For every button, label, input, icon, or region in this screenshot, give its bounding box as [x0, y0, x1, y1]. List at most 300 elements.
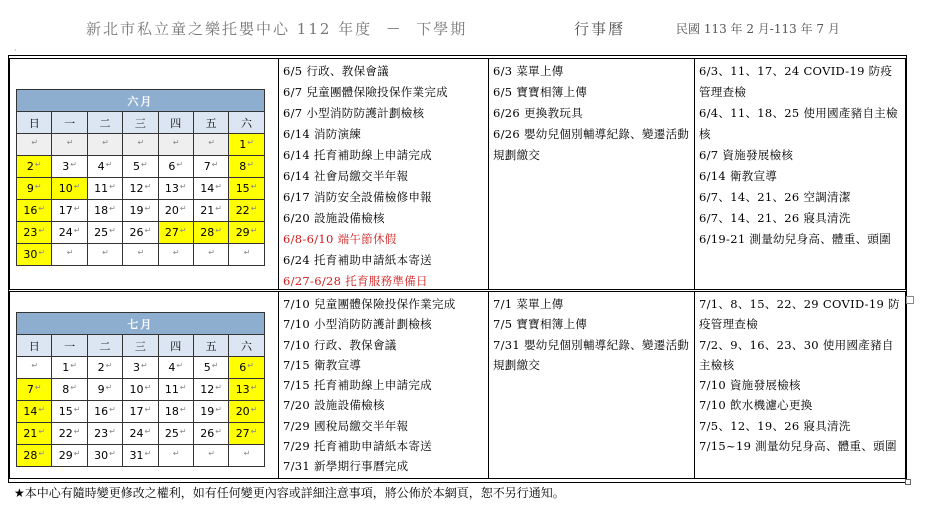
paragraph-mark: ↵ — [250, 226, 258, 235]
day-number: 26 — [200, 427, 215, 440]
calendar-empty-day — [123, 244, 158, 266]
day-number: 19 — [200, 405, 215, 418]
event-item: 6/14 消防演練 — [283, 127, 362, 141]
paragraph-mark: ↵ — [176, 361, 184, 370]
event-item: 6/26 更換教玩具 — [493, 106, 583, 120]
calendar-day — [158, 178, 193, 200]
calendar-day — [123, 379, 158, 401]
day-number: 6 — [239, 361, 247, 374]
weekday-label: 一 — [52, 335, 87, 357]
calendar-day — [17, 401, 52, 423]
event-item: 6/14 托育補助線上申請完成 — [283, 148, 432, 162]
event-item: 6/17 消防安全設備檢修申報 — [283, 190, 432, 204]
paragraph-mark: ↵ — [215, 182, 222, 191]
paragraph-mark: ↵ — [38, 226, 46, 235]
day-number: 21 — [200, 204, 215, 217]
paragraph-mark: ↵ — [141, 361, 148, 370]
event-item: 7/1、8、15、22、29 COVID-19 防疫管理查檢 — [699, 297, 900, 332]
paragraph-mark: ↵ — [179, 383, 187, 392]
day-number: 17 — [58, 204, 73, 217]
paragraph-mark: ↵ — [34, 160, 42, 169]
paragraph-mark: ↵ — [105, 383, 113, 392]
day-number: 29 — [235, 226, 250, 239]
day-number: 15 — [235, 182, 250, 195]
event-item: 7/15 衛教宣導 — [283, 357, 362, 372]
event-item: 6/24 托育補助申請紙本寄送 — [283, 253, 432, 267]
day-number: 18 — [164, 405, 179, 418]
july-admin-column — [278, 292, 488, 478]
calendar-week-row — [17, 200, 265, 222]
calendar-week-row — [17, 134, 265, 156]
day-number: 1 — [62, 361, 70, 374]
day-number: 16 — [94, 405, 109, 418]
day-number: 23 — [23, 226, 38, 239]
paragraph-mark: ↵ — [141, 160, 148, 169]
day-number: 20 — [164, 204, 179, 217]
event-item: 7/29 國稅局繳交半年報 — [283, 418, 409, 433]
calendar-day — [52, 200, 87, 222]
paragraph-mark: ↵ — [172, 449, 180, 458]
calendar-day — [193, 222, 228, 244]
paragraph-mark: ↵ — [70, 383, 77, 392]
calendar-day — [193, 401, 228, 423]
day-number: 2 — [26, 160, 34, 173]
paragraph-mark: ↵ — [215, 226, 222, 235]
paragraph-mark: ↵ — [70, 361, 77, 370]
day-number: 24 — [129, 427, 144, 440]
paragraph-mark: ↵ — [105, 160, 113, 169]
calendar-day — [193, 200, 228, 222]
day-number: 28 — [23, 449, 38, 462]
event-item: 6/27-6/28 托育服務準備日 — [283, 274, 428, 288]
day-number: 24 — [58, 226, 73, 239]
day-number: 22 — [58, 427, 73, 440]
july-section — [9, 291, 906, 479]
calendar-empty-day — [229, 244, 264, 266]
calendar-day — [52, 379, 87, 401]
paragraph-mark: ↵ — [243, 248, 251, 257]
paragraph-mark: ↵ — [38, 248, 46, 257]
paragraph-mark: ↵ — [250, 182, 258, 191]
day-number: 27 — [164, 226, 179, 239]
day-number: 14 — [200, 182, 215, 195]
document-subtitle: 行事曆 — [574, 20, 626, 38]
calendar-week-row — [17, 178, 265, 200]
calendar-day — [52, 156, 87, 178]
calendar-day — [52, 178, 87, 200]
day-number: 25 — [94, 226, 109, 239]
calendar-day — [123, 222, 158, 244]
calendar-day — [87, 200, 122, 222]
event-item: 6/3、11、17、24 COVID-19 防疫管理查檢 — [699, 64, 893, 99]
calendar-day — [158, 357, 193, 379]
paragraph-mark: ↵ — [73, 204, 81, 213]
july-classroom-column — [488, 292, 694, 478]
calendar-day — [52, 357, 87, 379]
paragraph-mark: ↵ — [250, 427, 258, 436]
paragraph-mark: ↵ — [211, 160, 219, 169]
paragraph-mark: ↵ — [73, 405, 81, 414]
day-number: 21 — [23, 427, 38, 440]
day-number: 4 — [97, 160, 105, 173]
calendar-empty-day — [229, 445, 264, 467]
july-calendar — [16, 312, 265, 467]
paragraph-mark: ↵ — [179, 204, 187, 213]
calendar-day — [17, 178, 52, 200]
event-item: 6/7、14、21、26 寢具清洗 — [699, 211, 851, 225]
weekday-label: 六 — [229, 335, 264, 357]
day-number: 5 — [133, 160, 141, 173]
calendar-day — [229, 357, 264, 379]
event-item: 7/2、9、16、23、30 使用國產豬自主檢核 — [699, 337, 894, 372]
day-number: 3 — [62, 160, 70, 173]
paragraph-mark: ↵ — [247, 138, 254, 147]
calendar-day — [158, 200, 193, 222]
paragraph-mark: ↵ — [31, 138, 39, 147]
paragraph-mark: ↵ — [70, 160, 77, 169]
calendar-day — [229, 200, 264, 222]
day-number: 12 — [200, 383, 215, 396]
june-admin-column — [278, 59, 488, 289]
calendar-day — [123, 156, 158, 178]
day-number: 9 — [97, 383, 105, 396]
paragraph-mark: ↵ — [215, 204, 222, 213]
day-number: 18 — [94, 204, 109, 217]
weekday-label: 四 — [158, 112, 193, 134]
calendar-day — [87, 379, 122, 401]
july-calendar-cell — [10, 292, 278, 478]
paragraph-mark: ↵ — [144, 204, 152, 213]
weekday-label: 五 — [193, 335, 228, 357]
july-health-column — [694, 292, 905, 478]
table-resize-handle[interactable] — [905, 479, 911, 485]
weekday-label: 六 — [229, 112, 264, 134]
weekday-label: 三 — [123, 112, 158, 134]
calendar-week-row — [17, 401, 265, 423]
day-number: 16 — [23, 204, 38, 217]
paragraph-mark: ↵ — [243, 449, 251, 458]
calendar-day — [123, 357, 158, 379]
event-item: 6/19-21 測量幼兒身高、體重、頭圍 — [699, 232, 891, 246]
calendar-day — [229, 401, 264, 423]
event-item: 7/31 新學期行事曆完成 — [283, 459, 409, 474]
date-range: 民國 113 年 2 月-113 年 7 月 — [676, 22, 840, 36]
weekday-label: 二 — [87, 112, 122, 134]
june-calendar-cell — [10, 59, 278, 289]
paragraph-mark: ↵ — [73, 449, 81, 458]
day-number: 11 — [164, 383, 179, 396]
weekday-label: 一 — [52, 112, 87, 134]
june-health-column — [694, 59, 905, 289]
calendar-empty-day — [193, 134, 228, 156]
calendar-day — [123, 401, 158, 423]
table-move-handle[interactable] — [906, 296, 914, 304]
paragraph-mark: ↵ — [144, 226, 152, 235]
calendar-day — [158, 222, 193, 244]
day-number: 5 — [203, 361, 211, 374]
calendar-day — [158, 156, 193, 178]
event-item: 6/5 寶寶相簿上傳 — [493, 85, 588, 99]
paragraph-mark: ↵ — [247, 361, 254, 370]
calendar-day — [193, 357, 228, 379]
event-item: 6/7、14、21、26 空調清潔 — [699, 190, 851, 204]
event-item: 7/10 資施發展檢核 — [699, 378, 801, 393]
paragraph-mark: ↵ — [109, 204, 116, 213]
paragraph-mark: ↵ — [144, 427, 152, 436]
paragraph-mark: ↵ — [73, 182, 81, 191]
event-item: 6/5 行政、教保會議 — [283, 64, 389, 78]
calendar-day — [17, 244, 52, 266]
calendar-day — [87, 445, 122, 467]
calendar-day — [52, 401, 87, 423]
paragraph-mark: ↵ — [250, 204, 258, 213]
paragraph-mark: ↵ — [109, 182, 116, 191]
paragraph-mark: ↵ — [109, 427, 116, 436]
calendar-day — [193, 156, 228, 178]
paragraph-mark: ↵ — [137, 248, 145, 257]
event-item: 7/29 托育補助申請紙本寄送 — [283, 439, 432, 454]
paragraph-mark: ↵ — [215, 405, 222, 414]
paragraph-mark: ↵ — [144, 383, 152, 392]
day-number: 11 — [94, 182, 109, 195]
weekday-label: 五 — [193, 112, 228, 134]
paragraph-mark: ↵ — [215, 427, 222, 436]
event-item: 7/10 行政、教保會議 — [283, 337, 397, 352]
calendar-day — [158, 401, 193, 423]
event-item: 7/10 小型消防防護計劃檢核 — [283, 317, 432, 332]
day-number: 13 — [164, 182, 179, 195]
paragraph-mark: ↵ — [176, 160, 184, 169]
paragraph-mark: ↵ — [34, 182, 42, 191]
day-number: 23 — [94, 427, 109, 440]
calendar-day — [229, 423, 264, 445]
schedule-table — [8, 55, 907, 483]
paragraph-mark: ↵ — [172, 248, 180, 257]
july-weekday-row — [17, 335, 265, 357]
calendar-day — [193, 379, 228, 401]
event-item: 6/7 資施發展檢核 — [699, 148, 794, 162]
calendar-day — [17, 379, 52, 401]
june-weekday-row — [17, 112, 265, 134]
day-number: 14 — [23, 405, 38, 418]
calendar-week-row — [17, 222, 265, 244]
day-number: 10 — [58, 182, 73, 195]
event-item: 6/14 社會局繳交半年報 — [283, 169, 409, 183]
calendar-empty-day — [123, 134, 158, 156]
calendar-week-row — [17, 244, 265, 266]
event-item: 6/20 設施設備檢核 — [283, 211, 385, 225]
day-number: 2 — [97, 361, 105, 374]
paragraph-mark: ↵ — [102, 248, 109, 257]
footnote: ★本中心有隨時變更修改之權利，如有任何變更內容或詳細注意事項，將公佈於本網頁，恕不另行通知。 — [14, 486, 565, 500]
paragraph-mark: ↵ — [247, 160, 254, 169]
day-number: 28 — [200, 226, 215, 239]
paragraph-mark: ↵ — [66, 248, 74, 257]
calendar-empty-day — [17, 134, 52, 156]
calendar-day — [52, 423, 87, 445]
event-item: 6/8-6/10 端午節休假 — [283, 232, 397, 246]
calendar-day — [87, 357, 122, 379]
event-item: 6/3 菜單上傳 — [493, 64, 564, 78]
paragraph-mark: ↵ — [109, 405, 116, 414]
calendar-week-row — [17, 379, 265, 401]
day-number: 25 — [164, 427, 179, 440]
day-number: 17 — [129, 405, 144, 418]
calendar-day — [229, 178, 264, 200]
calendar-day — [87, 222, 122, 244]
event-item: 6/14 衛教宣導 — [699, 169, 778, 183]
calendar-week-row — [17, 423, 265, 445]
paragraph-mark: ↵ — [215, 383, 222, 392]
calendar-day — [123, 423, 158, 445]
calendar-day — [17, 200, 52, 222]
paragraph-mark: ↵ — [109, 226, 116, 235]
event-item: 6/7 小型消防防護計劃檢核 — [283, 106, 425, 120]
event-item: 7/1 菜單上傳 — [493, 297, 564, 311]
calendar-day — [229, 379, 264, 401]
calendar-empty-day — [193, 244, 228, 266]
calendar-empty-day — [193, 445, 228, 467]
paragraph-mark: ↵ — [31, 361, 39, 370]
event-item: 6/4、11、18、25 使用國產豬自主檢核 — [699, 106, 898, 141]
event-item: 7/10 飲水機濾心更換 — [699, 398, 813, 413]
day-number: 26 — [129, 226, 144, 239]
calendar-day — [158, 379, 193, 401]
day-number: 12 — [129, 182, 144, 195]
calendar-day — [158, 423, 193, 445]
paragraph-mark: ↵ — [66, 138, 74, 147]
day-number: 3 — [133, 361, 141, 374]
calendar-day — [229, 156, 264, 178]
paragraph-mark: ↵ — [172, 138, 180, 147]
paragraph-mark: ↵ — [105, 361, 113, 370]
event-item: 7/20 設施設備檢核 — [283, 398, 385, 413]
day-number: 27 — [235, 427, 250, 440]
paragraph-mark: ↵ — [208, 248, 215, 257]
paragraph-mark: ↵ — [179, 405, 187, 414]
calendar-day — [123, 200, 158, 222]
paragraph-mark: ↵ — [208, 449, 215, 458]
event-item: 7/5、12、19、26 寢具清洗 — [699, 418, 851, 433]
calendar-empty-day — [17, 357, 52, 379]
event-item: 7/15~19 測量幼兒身高、體重、頭圍 — [699, 439, 897, 454]
event-item: 7/15 托育補助線上申請完成 — [283, 378, 432, 393]
day-number: 7 — [203, 160, 211, 173]
calendar-day — [87, 423, 122, 445]
day-number: 20 — [235, 405, 250, 418]
calendar-day — [87, 156, 122, 178]
paragraph-mark: ↵ — [34, 383, 42, 392]
paragraph-mark: ↵ — [38, 405, 46, 414]
calendar-empty-day — [158, 244, 193, 266]
paragraph-mark: ↵ — [102, 138, 109, 147]
paragraph-mark: ↵ — [73, 226, 81, 235]
calendar-empty-day — [87, 244, 122, 266]
day-number: 29 — [58, 449, 73, 462]
paragraph-mark: ↵ — [137, 138, 145, 147]
calendar-week-row — [17, 357, 265, 379]
day-number: 8 — [239, 160, 247, 173]
day-number: 30 — [94, 449, 109, 462]
calendar-day — [17, 445, 52, 467]
calendar-day — [193, 178, 228, 200]
paragraph-mark: · — [14, 46, 17, 55]
day-number: 8 — [62, 383, 70, 396]
event-item: 7/31 嬰幼兒個別輔導紀錄、變遷活動規劃繳交 — [493, 337, 690, 372]
paragraph-mark: ↵ — [250, 383, 258, 392]
day-number: 4 — [168, 361, 176, 374]
day-number: 13 — [235, 383, 250, 396]
weekday-label: 四 — [158, 335, 193, 357]
day-number: 22 — [235, 204, 250, 217]
weekday-label: 三 — [123, 335, 158, 357]
calendar-day — [52, 445, 87, 467]
calendar-week-row — [17, 156, 265, 178]
event-item: 6/7 兒童團體保險投保作業完成 — [283, 85, 448, 99]
paragraph-mark: ↵ — [109, 449, 116, 458]
day-number: 10 — [129, 383, 144, 396]
paragraph-mark: ↵ — [179, 226, 187, 235]
calendar-empty-day — [87, 134, 122, 156]
calendar-week-row — [17, 445, 265, 467]
weekday-label: 二 — [87, 335, 122, 357]
paragraph-mark: ↵ — [144, 449, 152, 458]
calendar-empty-day — [52, 134, 87, 156]
day-number: 15 — [58, 405, 73, 418]
calendar-empty-day — [158, 445, 193, 467]
day-number: 19 — [129, 204, 144, 217]
june-month-header: 六月 — [17, 90, 265, 112]
calendar-day — [123, 178, 158, 200]
calendar-day — [17, 222, 52, 244]
weekday-label: 日 — [17, 335, 52, 357]
event-item: 6/26 嬰幼兒個別輔導紀錄、變遷活動規劃繳交 — [493, 127, 690, 162]
weekday-label: 日 — [17, 112, 52, 134]
calendar-day — [193, 423, 228, 445]
calendar-day — [87, 178, 122, 200]
paragraph-mark: ↵ — [38, 449, 46, 458]
day-number: 31 — [129, 449, 144, 462]
day-number: 30 — [23, 248, 38, 261]
paragraph-mark: ↵ — [179, 427, 187, 436]
calendar-day — [123, 445, 158, 467]
calendar-day — [17, 156, 52, 178]
june-section — [9, 58, 906, 290]
calendar-day — [52, 222, 87, 244]
paragraph-mark: ↵ — [73, 427, 81, 436]
event-item: 7/10 兒童團體保險投保作業完成 — [283, 297, 456, 311]
calendar-day — [87, 401, 122, 423]
calendar-empty-day — [52, 244, 87, 266]
paragraph-mark: ↵ — [208, 138, 215, 147]
day-number: 9 — [26, 182, 34, 195]
day-number: 1 — [239, 138, 247, 151]
paragraph-mark: ↵ — [144, 182, 152, 191]
calendar-day — [17, 423, 52, 445]
june-classroom-column — [488, 59, 694, 289]
calendar-day — [229, 134, 264, 156]
day-number: 7 — [26, 383, 34, 396]
paragraph-mark: ↵ — [38, 427, 46, 436]
calendar-empty-day — [158, 134, 193, 156]
paragraph-mark: ↵ — [250, 405, 258, 414]
event-item: 7/5 寶寶相簿上傳 — [493, 317, 588, 332]
paragraph-mark: ↵ — [38, 204, 46, 213]
july-month-header: 七月 — [17, 313, 265, 335]
paragraph-mark: ↵ — [179, 182, 187, 191]
paragraph-mark: ↵ — [144, 405, 152, 414]
calendar-day — [229, 222, 264, 244]
